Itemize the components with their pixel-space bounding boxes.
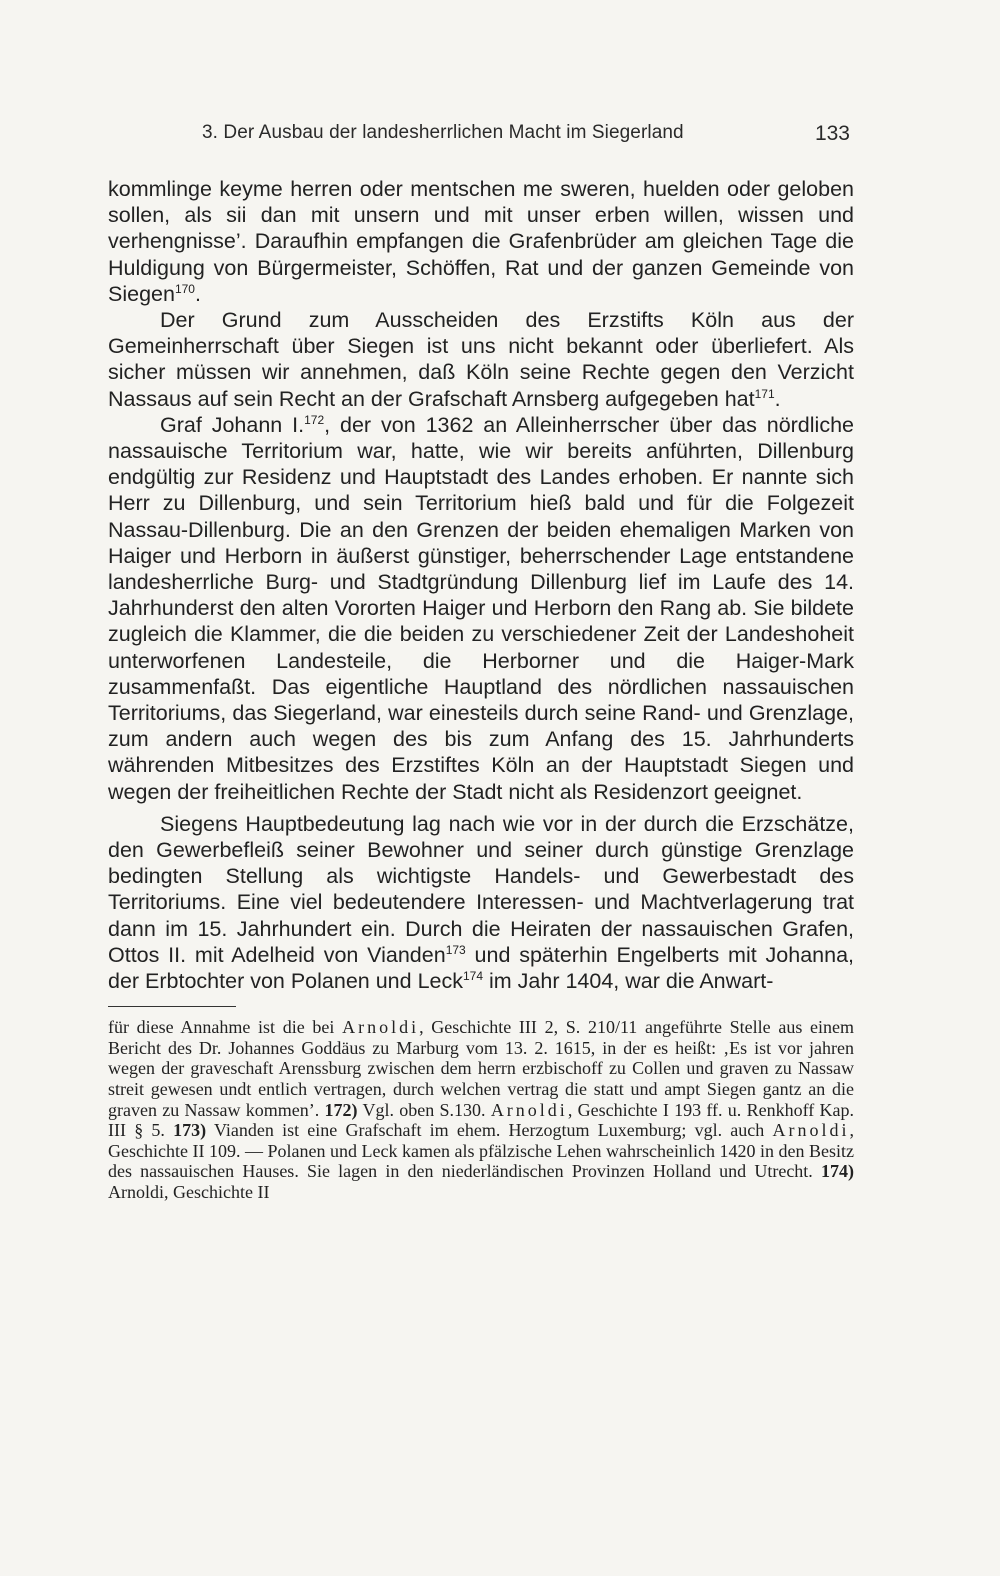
author-name: Arnoldi	[342, 1017, 420, 1038]
paragraph-4: Siegens Hauptbedeutung lag nach wie vor in der durch die Erzschätze, den Gewerbefleiß seiner Bewohner und seiner durch günstige Grenzlage bedingten Stellung als wichtigste Handels- und Gewerbestadt des Territoriums. Eine viel bedeutendere Interessen- und Machtverlagerung trat dann im 15. Jahrhundert ein. Durch die Heiraten der nassauischen Grafen, Ottos II. mit Adelheid von Vianden$^{173}$ und späterhin Engelberts mit Johanna, der Erbtochter von Polanen und Leck$^{174}$ im Jahr 1404, war die Anwart-	[108, 811, 854, 994]
main-text	[108, 176, 854, 994]
page-number: 133	[814, 122, 850, 145]
footnote-ref-174[interactable]: 174	[462, 968, 484, 983]
book-page	[108, 118, 854, 1203]
footnote-ref-170[interactable]: 170	[174, 281, 195, 296]
footnote-ref-171[interactable]: 171	[754, 386, 775, 401]
footnote-separator	[108, 1006, 236, 1007]
paragraph-2: Der Grund zum Ausscheiden des Erzstifts Köln aus der Gemeinherrschaft über Siegen ist uns nicht bekannt oder überliefert. Als sicher müssen wir annehmen, daß Köln seine Rechte gegen den Verzicht Nassaus auf sein Recht an der Grafschaft Arnsberg aufgegeben hat$^{171}$.	[108, 308, 854, 411]
footnote-173-mark: 173)	[173, 1120, 207, 1141]
paragraph-1: kommlinge keyme herren oder mentschen me sweren, huelden oder geloben sollen, als sii dan mit unsern und mit unser erben willen, wissen und verhengnisse’. Daraufhin empfangen die Grafenbrüder am gleichen Tage die Huldigung von Bürgermeister, Schöffen, Rat und der ganzen Gemeinde von Siegen$^{170}$.	[108, 177, 854, 306]
author-name: Arnoldi	[490, 1099, 568, 1120]
footnote-174-mark: 174)	[821, 1161, 854, 1182]
running-title: 3. Der Ausbau der landesherrlichen Macht im Siegerland	[202, 122, 684, 143]
footnote-ref-173[interactable]: 173	[445, 942, 466, 957]
running-header	[108, 118, 854, 152]
footnote-ref-172[interactable]: 172	[304, 412, 325, 427]
author-name: Arnoldi	[772, 1120, 850, 1141]
footnote-172-mark: 172)	[324, 1099, 358, 1120]
footnotes	[108, 1017, 854, 1202]
footnote-block: für diese Annahme ist die bei Arnoldi, Geschichte III 2, S. 210/11 angeführte Stelle aus einem Bericht des Dr. Johannes Goddäus zu Marburg vom 13. 2. 1615, in der es heißt: ‚Es ist vor jahren wegen der graveschaft Arenssburg zwischen dem herrn erzbischoff zu Collen und graven zu Nassaw streit gewesen undt entlich vertragen, durch welchen vertrag die statt und ampt Siegen gantz an die graven zu Nassaw kommen’. 172) Vgl. oben S.130. Arnoldi, Geschichte I 193 ff. u. Renkhoff Kap. III § 5. 173) Vianden ist eine Grafschaft im ehem. Herzogtum Luxemburg; vgl. auch Arnoldi, Geschichte II 109. — Polanen und Leck kamen als pfälzische Lehen wahrscheinlich 1420 in den Besitz des nassauischen Hauses. Sie lagen in den niederländischen Provinzen Holland und Utrecht. 174) Arnoldi, Geschichte II	[108, 1017, 854, 1203]
paragraph-3: Graf Johann I.$^{172}$, der von 1362 an Alleinherrscher über das nördliche nassauische Territorium war, hatte, wie wir bereits anführten, Dillenburg endgültig zur Residenz und Hauptstadt des Landes erhoben. Er nannte sich Herr zu Dillenburg, und sein Territorium hieß bald und für die Folgezeit Nassau-Dillenburg. Die an den Grenzen der beiden ehemaligen Marken von Haiger und Herborn in äußerst günstiger, beherrschender Lage entstandene landesherrliche Burg- und Stadtgründung Dillenburg lief im Laufe des 14. Jahrhunderst den alten Vororten Haiger und Herborn den Rang ab. Sie bildete zugleich die Klammer, die die beiden zu verschiedener Zeit der Landeshoheit unterworfenen Landesteile, die Herborner und die Haiger-Mark zusammenfaßt. Das eigentliche Hauptland des nördlichen nassauischen Territoriums, das Siegerland, war einesteils durch seine Rand- und Grenzlage, zum andern auch wegen des bis zum Anfang des 15. Jahrhunderts währenden Mitbesitzes des Erzstiftes Köln an der Hauptstadt Siegen und wegen der freiheitlichen Rechte der Stadt nicht als Residenzort geeignet.	[108, 412, 854, 804]
